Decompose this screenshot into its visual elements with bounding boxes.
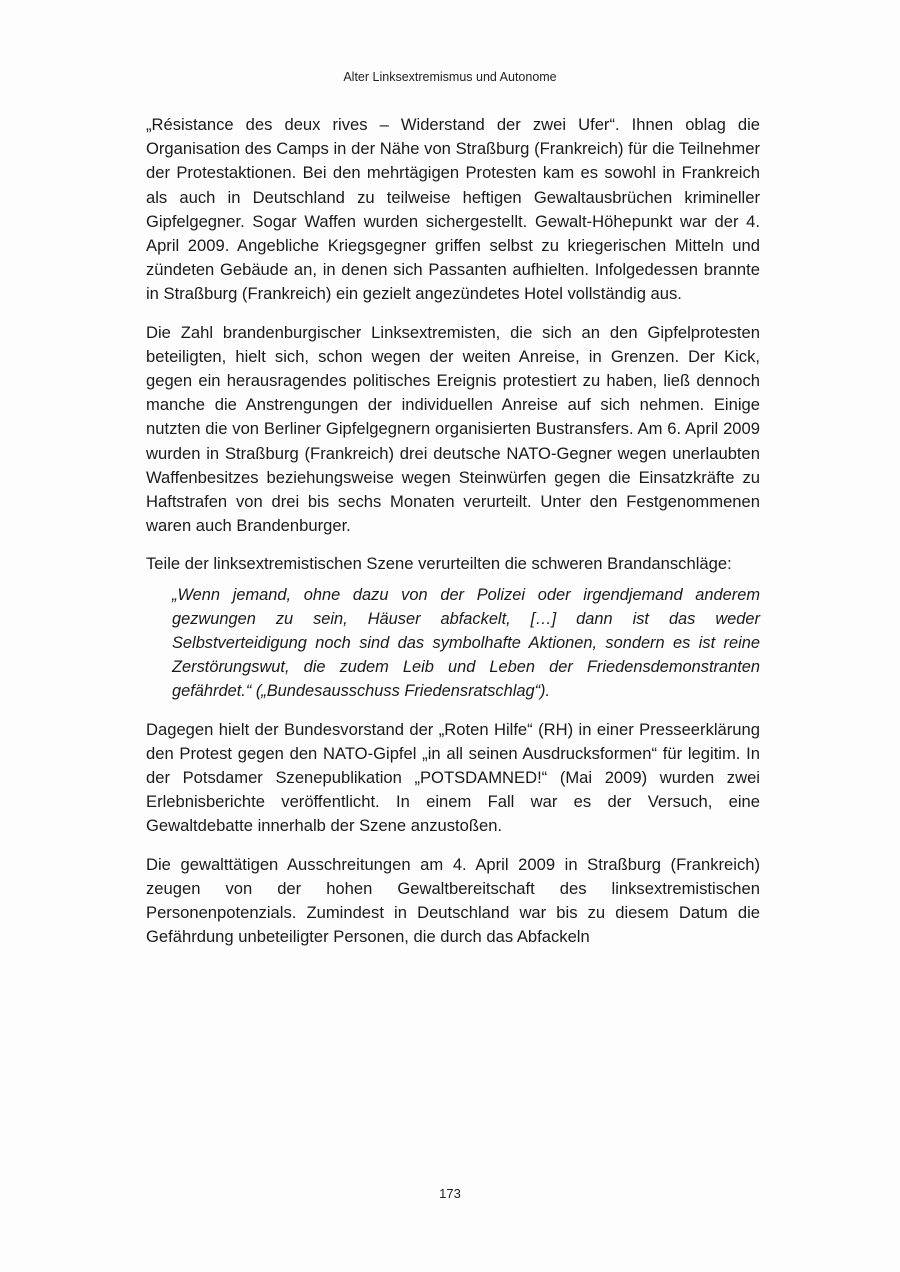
- block-quote: „Wenn jemand, ohne dazu von der Polizei oder irgendjemand anderem gezwungen zu sein, Häuser abfackelt, […] dann ist das weder Selbstverteidigung noch sind das symbolhafte Aktionen, sondern es ist reine Zerstörungswut, die zudem Leib und Leben der Friedensdemonstranten gefährdet.“ („Bundesausschuss Friedensratschlag“).: [172, 585, 760, 701]
- running-header: Alter Linksextremismus und Autonome: [343, 70, 557, 84]
- paragraph: „Résistance des deux rives – Widerstand der zwei Ufer“. Ihnen oblag die Organisation des Camps in der Nähe von Straßburg (Frankreich) für die Teilnehmer der Protestaktionen. Bei den mehrtägigen Protesten kam es sowohl in Frankreich als auch in Deutschland zu teilweise heftigen Gewaltausbrüchen krimineller Gipfelgegner. Sogar Waffen wurden sichergestellt. Gewalt-Höhepunkt war der 4. April 2009. Angebliche Kriegsgegner griffen selbst zu kriegerischen Mitteln und zündeten Gebäude an, in denen sich Passanten aufhielten. Infolgedessen brannte in Straßburg (Frankreich) ein gezielt angezündetes Hotel vollständig aus.: [146, 115, 760, 304]
- paragraph: Die gewalttätigen Ausschreitungen am 4. April 2009 in Straßburg (Frankreich) zeugen von der hohen Gewaltbereitschaft des linksextremistischen Personenpotenzials. Zumindest in Deutschland war bis zu diesem Datum die Gefährdung unbeteiligter Personen, die durch das Abfackeln: [146, 854, 760, 947]
- paragraph: Die Zahl brandenburgischer Linksextremisten, die sich an den Gipfelprotesten beteiligten, hielt sich, schon wegen der weiten Anreise, in Grenzen. Der Kick, gegen ein herausragendes politisches Ereignis protestiert zu haben, ließ dennoch manche die Anstrengungen der individuellen Anreise auf sich nehmen. Einige nutzten die von Berliner Gipfelgegnern organisierten Bustransfers. Am 6. April 2009 wurden in Straßburg (Frankreich) drei deutsche NATO-Gegner wegen unerlaubten Waffenbesitzes beziehungsweise wegen Steinwürfen gegen die Einsatzkräfte zu Haftstrafen von drei bis sechs Monaten verurteilt. Unter den Festgenommenen waren auch Brandenburger.: [146, 322, 760, 536]
- body-text: [146, 113, 760, 964]
- paragraph: Dagegen hielt der Bundesvorstand der „Roten Hilfe“ (RH) in einer Presseerklärung den Protest gegen den NATO-Gipfel „in all seinen Ausdrucksformen“ für legitim. In der Potsdamer Szenepublikation „POTSDAMNED!“ (Mai 2009) wurden zwei Erlebnisberichte veröffentlicht. In einem Fall war es der Versuch, eine Gewaltdebatte innerhalb der Szene anzustoßen.: [146, 719, 760, 836]
- paragraph: Teile der linksextremistischen Szene verurteilten die schweren Brandanschläge:: [146, 554, 732, 574]
- page-number: 173: [439, 1186, 461, 1201]
